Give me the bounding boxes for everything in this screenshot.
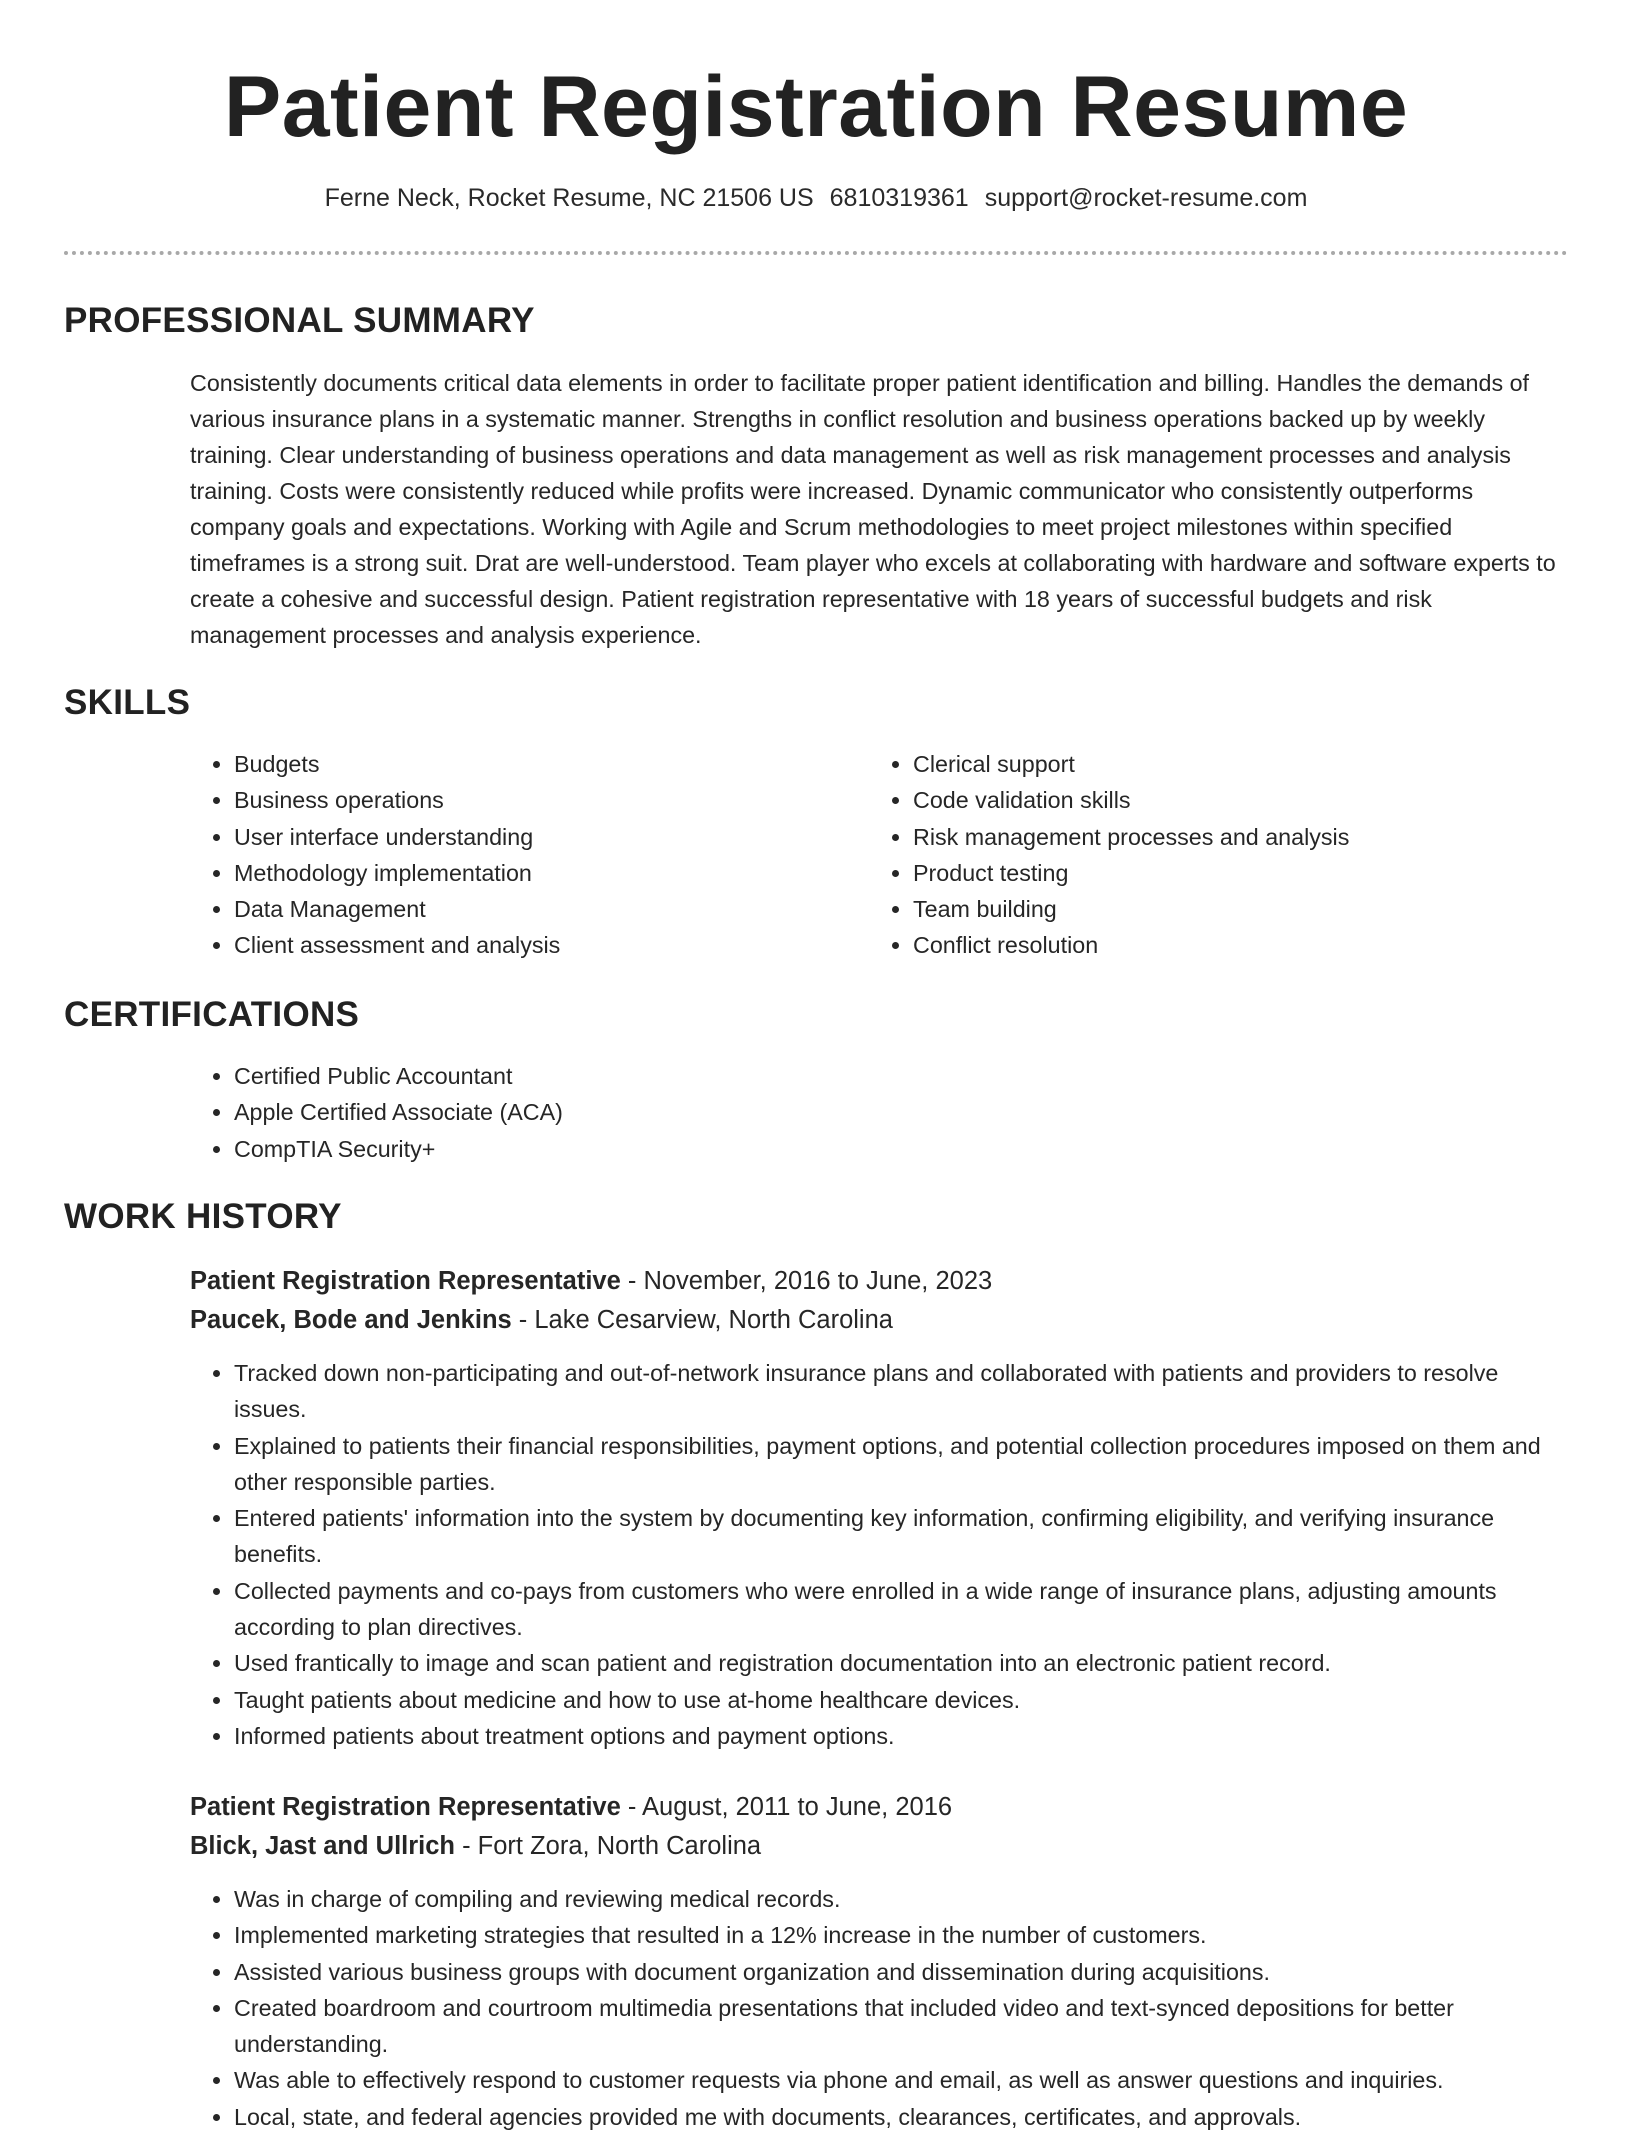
skills-heading: SKILLS	[64, 683, 191, 722]
list-item: • Created boardroom and courtroom multimedia presentations that included video and text-synced depositions for better understanding.	[234, 1990, 1614, 2063]
summary-text: Consistently documents critical data elements in order to facilitate proper patient identification and billing. Handles the demands of various insurance plans in a systematic manner. Strengths in conflict resolution and business operations backed up by weekly training. Clear understanding of business operations and data management as well as risk management processes and analysis training. Costs were consistently reduced while profits were increased. Dynamic communicator who consistently outperforms company goals and expectations. Working with Agile and Scrum methodologies to meet project milestones within specified timeframes is a strong suit. Drat are well-understood. Team player who excels at collaborating with hardware and software experts to create a cohesive and successful design. Patient registration representative with 18 years of successful budgets and risk management processes and analysis experience.	[190, 370, 1556, 648]
job-company: Paucek, Bode and Jenkins	[190, 1306, 512, 1334]
contact-line	[0, 180, 1632, 216]
list-item: • Team building	[913, 891, 1593, 927]
list-item: • Informed patients about treatment options and payment options.	[234, 1718, 1570, 1754]
list-item: • Was in charge of compiling and reviewing medical records.	[234, 1881, 1614, 1917]
list-item: • Apple Certified Associate (ACA)	[234, 1094, 1534, 1130]
list-item: • Was able to effectively respond to customer requests via phone and email, as well as answer questions and inquiries.	[234, 2062, 1614, 2098]
list-item: • Taught patients about medicine and how to use at-home healthcare devices.	[234, 1682, 1570, 1718]
list-item: • Certified Public Accountant	[234, 1058, 1534, 1094]
contact-phone: 6810319361	[829, 184, 969, 212]
summary-heading: PROFESSIONAL SUMMARY	[64, 301, 535, 340]
list-item: • Risk management processes and analysis	[913, 819, 1593, 855]
list-item: • Business operations	[234, 782, 834, 818]
list-item: • Collected payments and co-pays from customers who were enrolled in a wide range of insurance plans, adjusting amounts according to plan directives.	[234, 1573, 1570, 1646]
list-item: • Client assessment and analysis	[234, 927, 834, 963]
page-title: Patient Registration Resume	[223, 59, 1409, 155]
list-item: • Clerical support	[913, 746, 1593, 782]
job-dates: - August, 2011 to June, 2016	[620, 1793, 953, 1821]
contact-email[interactable]: support@rocket-resume.com	[984, 184, 1308, 212]
header-divider	[64, 251, 1568, 255]
list-item: • Assisted various business groups with document organization and dissemination during acquisitions.	[234, 1954, 1614, 1990]
list-item: • Budgets	[234, 746, 834, 782]
list-item: • Implemented marketing strategies that resulted in a 12% increase in the number of customers.	[234, 1917, 1614, 1953]
list-item: • Tracked down non-participating and out-of-network insurance plans and collaborated with patients and providers to resolve issues.	[234, 1355, 1570, 1428]
job-title: Patient Registration Representative	[190, 1267, 621, 1295]
job-title: Patient Registration Representative	[190, 1793, 621, 1821]
list-item: • Code validation skills	[913, 782, 1593, 818]
list-item: • Methodology implementation	[234, 855, 834, 891]
certifications-heading: CERTIFICATIONS	[64, 995, 360, 1034]
contact-address: Ferne Neck, Rocket Resume, NC 21506 US	[324, 184, 814, 212]
job-title-line	[190, 1262, 992, 1300]
list-item: • Conflict resolution	[913, 927, 1593, 963]
list-item: • Product testing	[913, 855, 1593, 891]
job-company-line	[190, 1827, 761, 1865]
list-item: • Local, state, and federal agencies provided me with documents, clearances, certificates, and approvals.	[234, 2099, 1614, 2135]
job-location: - Lake Cesarview, North Carolina	[511, 1306, 893, 1334]
list-item: • CompTIA Security+	[234, 1131, 1534, 1167]
job-location: - Fort Zora, North Carolina	[455, 1832, 762, 1860]
work-history-heading: WORK HISTORY	[64, 1197, 342, 1236]
skills-list-right	[869, 746, 1593, 964]
list-item: • Entered patients' information into the system by documenting key information, confirming eligibility, and verifying insurance benefits.	[234, 1500, 1570, 1573]
job-title-line	[190, 1788, 952, 1826]
list-item: • Data Management	[234, 891, 834, 927]
job-company-line	[190, 1301, 893, 1339]
skills-list-left	[190, 746, 834, 964]
certifications-list	[190, 1058, 1534, 1167]
list-item: • Explained to patients their financial responsibilities, payment options, and potential collection procedures imposed on them and other responsible parties.	[234, 1428, 1570, 1501]
job-dates: - November, 2016 to June, 2023	[620, 1267, 993, 1295]
job-company: Blick, Jast and Ullrich	[190, 1832, 456, 1860]
job-bullets	[190, 1355, 1570, 1754]
list-item: • User interface understanding	[234, 819, 834, 855]
job-bullets	[190, 1881, 1614, 2135]
list-item: • Used frantically to image and scan patient and registration documentation into an electronic patient record.	[234, 1645, 1570, 1681]
